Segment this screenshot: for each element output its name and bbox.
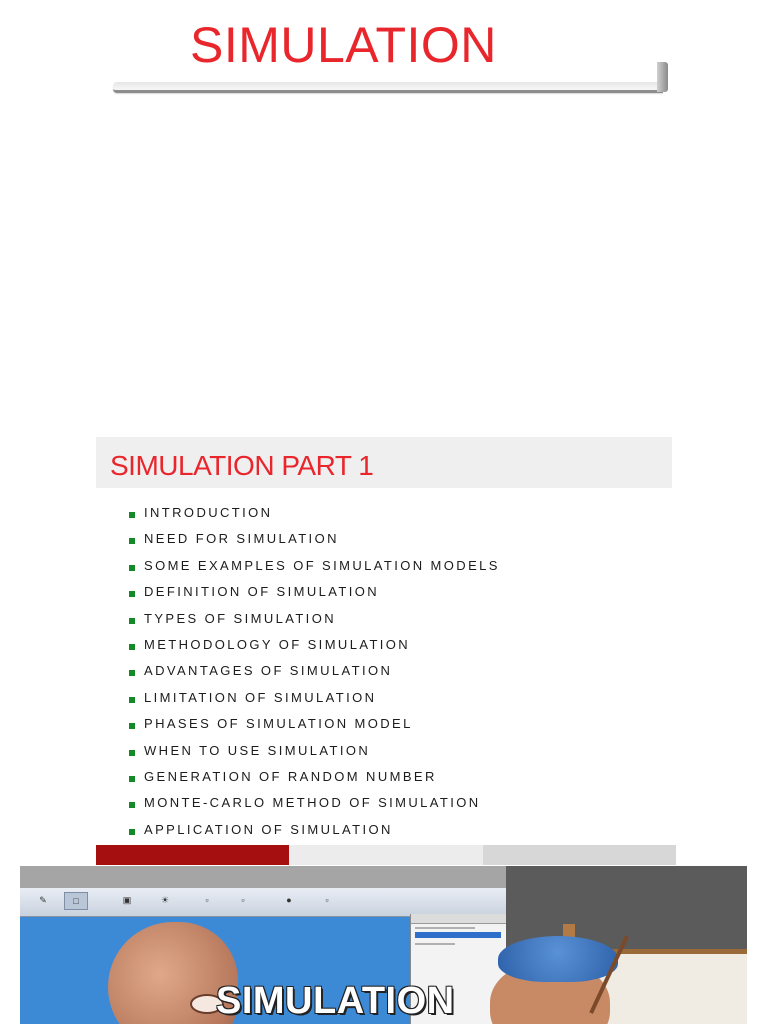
light-tool-icon: ☀ bbox=[160, 895, 170, 905]
beret-image bbox=[498, 936, 618, 982]
color-bar-segment-red bbox=[96, 845, 289, 865]
tool-icon: ▫ bbox=[205, 895, 209, 905]
color-bar-segment-gray bbox=[483, 845, 676, 865]
list-item bbox=[128, 687, 500, 713]
list-item bbox=[128, 740, 500, 766]
square-bullet-icon bbox=[129, 512, 135, 518]
square-bullet-icon bbox=[129, 829, 135, 835]
list-item-label: PHASES OF SIMULATION MODEL bbox=[144, 716, 413, 732]
section-title: SIMULATION PART 1 bbox=[110, 450, 374, 481]
list-item bbox=[128, 555, 500, 581]
panel-line bbox=[415, 943, 455, 945]
panel-selected-row bbox=[415, 932, 501, 938]
list-item bbox=[128, 581, 500, 607]
sphere-tool-icon: ● bbox=[286, 895, 292, 905]
select-tool-icon: □ bbox=[64, 892, 88, 910]
section-header bbox=[96, 437, 672, 488]
tool-icon: ▫ bbox=[241, 895, 245, 905]
list-item bbox=[128, 660, 500, 686]
page-title: SIMULATION bbox=[190, 17, 497, 73]
simulation-illustration bbox=[20, 866, 747, 1024]
square-bullet-icon bbox=[129, 644, 135, 650]
square-bullet-icon bbox=[129, 776, 135, 782]
list-item-label: GENERATION OF RANDOM NUMBER bbox=[144, 768, 437, 784]
list-item bbox=[128, 713, 500, 739]
panel-line bbox=[415, 927, 475, 929]
camera-tool-icon: ▣ bbox=[122, 895, 132, 905]
simulation-overlay-text: SIMULATION bbox=[216, 980, 455, 1022]
list-item bbox=[128, 766, 500, 792]
list-item bbox=[128, 528, 500, 554]
square-bullet-icon bbox=[129, 723, 135, 729]
list-item-label: TYPES OF SIMULATION bbox=[144, 610, 336, 626]
list-item bbox=[128, 634, 500, 660]
square-bullet-icon bbox=[129, 697, 135, 703]
brush-tool-icon: ✎ bbox=[39, 895, 47, 905]
square-bullet-icon bbox=[129, 670, 135, 676]
square-bullet-icon bbox=[129, 618, 135, 624]
app-toolbar bbox=[20, 888, 530, 917]
list-item-label: DEFINITION OF SIMULATION bbox=[144, 584, 380, 600]
square-bullet-icon bbox=[129, 802, 135, 808]
list-item-label: METHODOLOGY OF SIMULATION bbox=[144, 636, 411, 652]
list-item-label: LIMITATION OF SIMULATION bbox=[144, 689, 377, 705]
title-underline-end bbox=[657, 62, 668, 92]
list-item bbox=[128, 819, 500, 845]
list-item-label: WHEN TO USE SIMULATION bbox=[144, 742, 371, 758]
square-bullet-icon bbox=[129, 591, 135, 597]
list-item-label: ADVANTAGES OF SIMULATION bbox=[144, 663, 393, 679]
footer-color-bar bbox=[96, 845, 676, 865]
title-underline bbox=[113, 82, 663, 93]
square-bullet-icon bbox=[129, 750, 135, 756]
panel-tabs bbox=[411, 914, 507, 924]
list-item-label: SOME EXAMPLES OF SIMULATION MODELS bbox=[144, 557, 500, 573]
tool-icon: ▫ bbox=[325, 895, 329, 905]
list-item bbox=[128, 502, 500, 528]
list-item bbox=[128, 792, 500, 818]
square-bullet-icon bbox=[129, 565, 135, 571]
list-item-label: INTRODUCTION bbox=[144, 505, 273, 520]
list-item-label: APPLICATION OF SIMULATION bbox=[144, 821, 393, 837]
list-item-label: MONTE-CARLO METHOD OF SIMULATION bbox=[144, 795, 481, 811]
list-item bbox=[128, 608, 500, 634]
color-bar-segment-light bbox=[289, 845, 482, 865]
list-item-label: NEED FOR SIMULATION bbox=[144, 531, 339, 547]
topic-list bbox=[128, 502, 500, 845]
square-bullet-icon bbox=[129, 538, 135, 544]
